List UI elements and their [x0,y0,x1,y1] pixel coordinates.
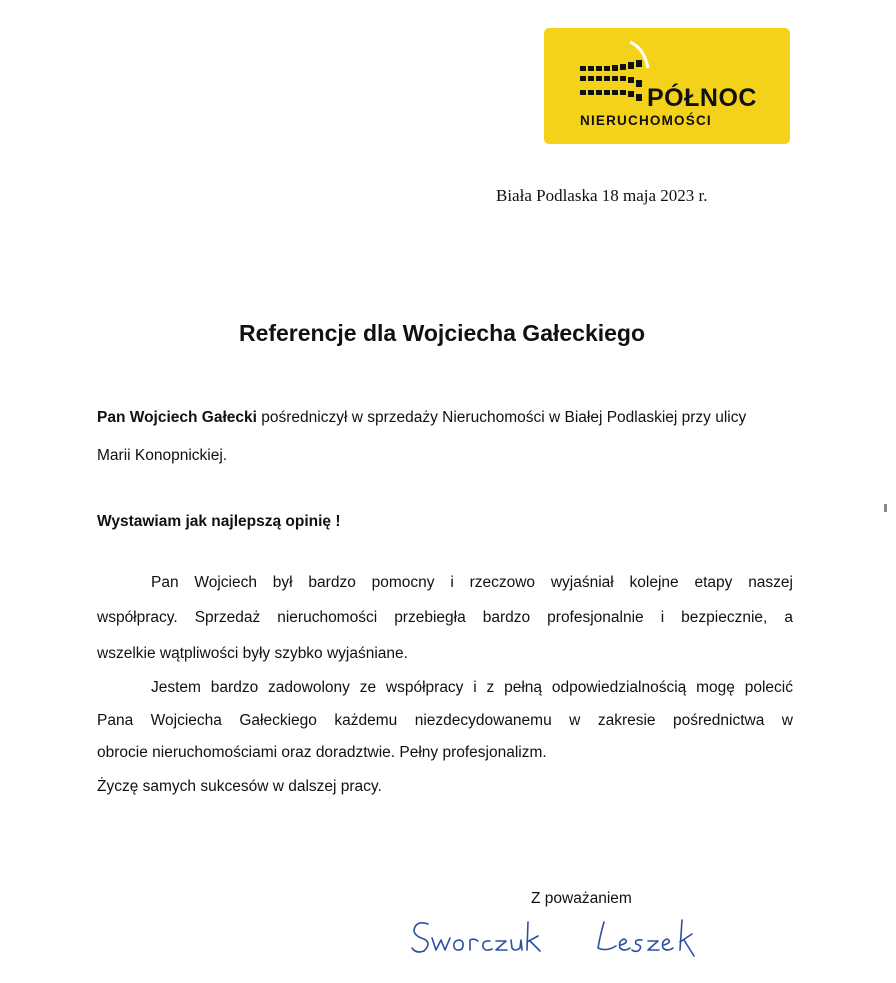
paragraph-1-line-1: Pan Wojciech był bardzo pomocny i rzeczowo wyjaśniał kolejne etapy naszej [151,574,793,591]
signature-image [408,912,738,962]
paragraph-2-line-1: Jestem bardzo zadowolony ze współpracy i z pełną odpowiedzialnością mogę polecić [151,679,793,696]
logo-title: PÓŁNOC [647,84,757,112]
regards: Z poważaniem [531,890,632,907]
handwritten-signature [408,912,738,967]
paragraph-2-line-2: Pana Wojciecha Gałeckiego każdemu niezdecydowanemu w zakresie pośrednictwa w [97,712,793,729]
scan-artifact [884,504,888,512]
letter-date: Biała Podlaska 18 maja 2023 r. [496,186,708,205]
intro-line-1-text: pośredniczył w sprzedaży Nieruchomości w Białej Podlaskiej przy ulicy [256,409,747,426]
paragraph-1-line-2: współpracy. Sprzedaż nieruchomości przebiegła bardzo profesjonalnie i bezpiecznie, a [97,609,793,626]
opinion-heading: Wystawiam jak najlepszą opinię ! [97,513,341,530]
page-title: Referencje dla Wojciecha Gałeckiego [238,320,646,346]
paragraph-1-line-3: wszelkie wątpliwości były szybko wyjaśniane. [97,645,408,662]
closing-wish: Życzę samych sukcesów w dalszej pracy. [97,778,382,795]
company-logo [544,28,790,144]
intro-line-2: Marii Konopnickiej. [97,447,228,464]
paragraph-2-line-3: obrocie nieruchomościami oraz doradztwie. Pełny profesjonalizm. [97,744,547,761]
intro-line-1 [97,409,746,427]
logo-subtitle: NIERUCHOMOŚCI [580,113,712,128]
intro-name: Pan Wojciech Gałecki [97,409,257,426]
